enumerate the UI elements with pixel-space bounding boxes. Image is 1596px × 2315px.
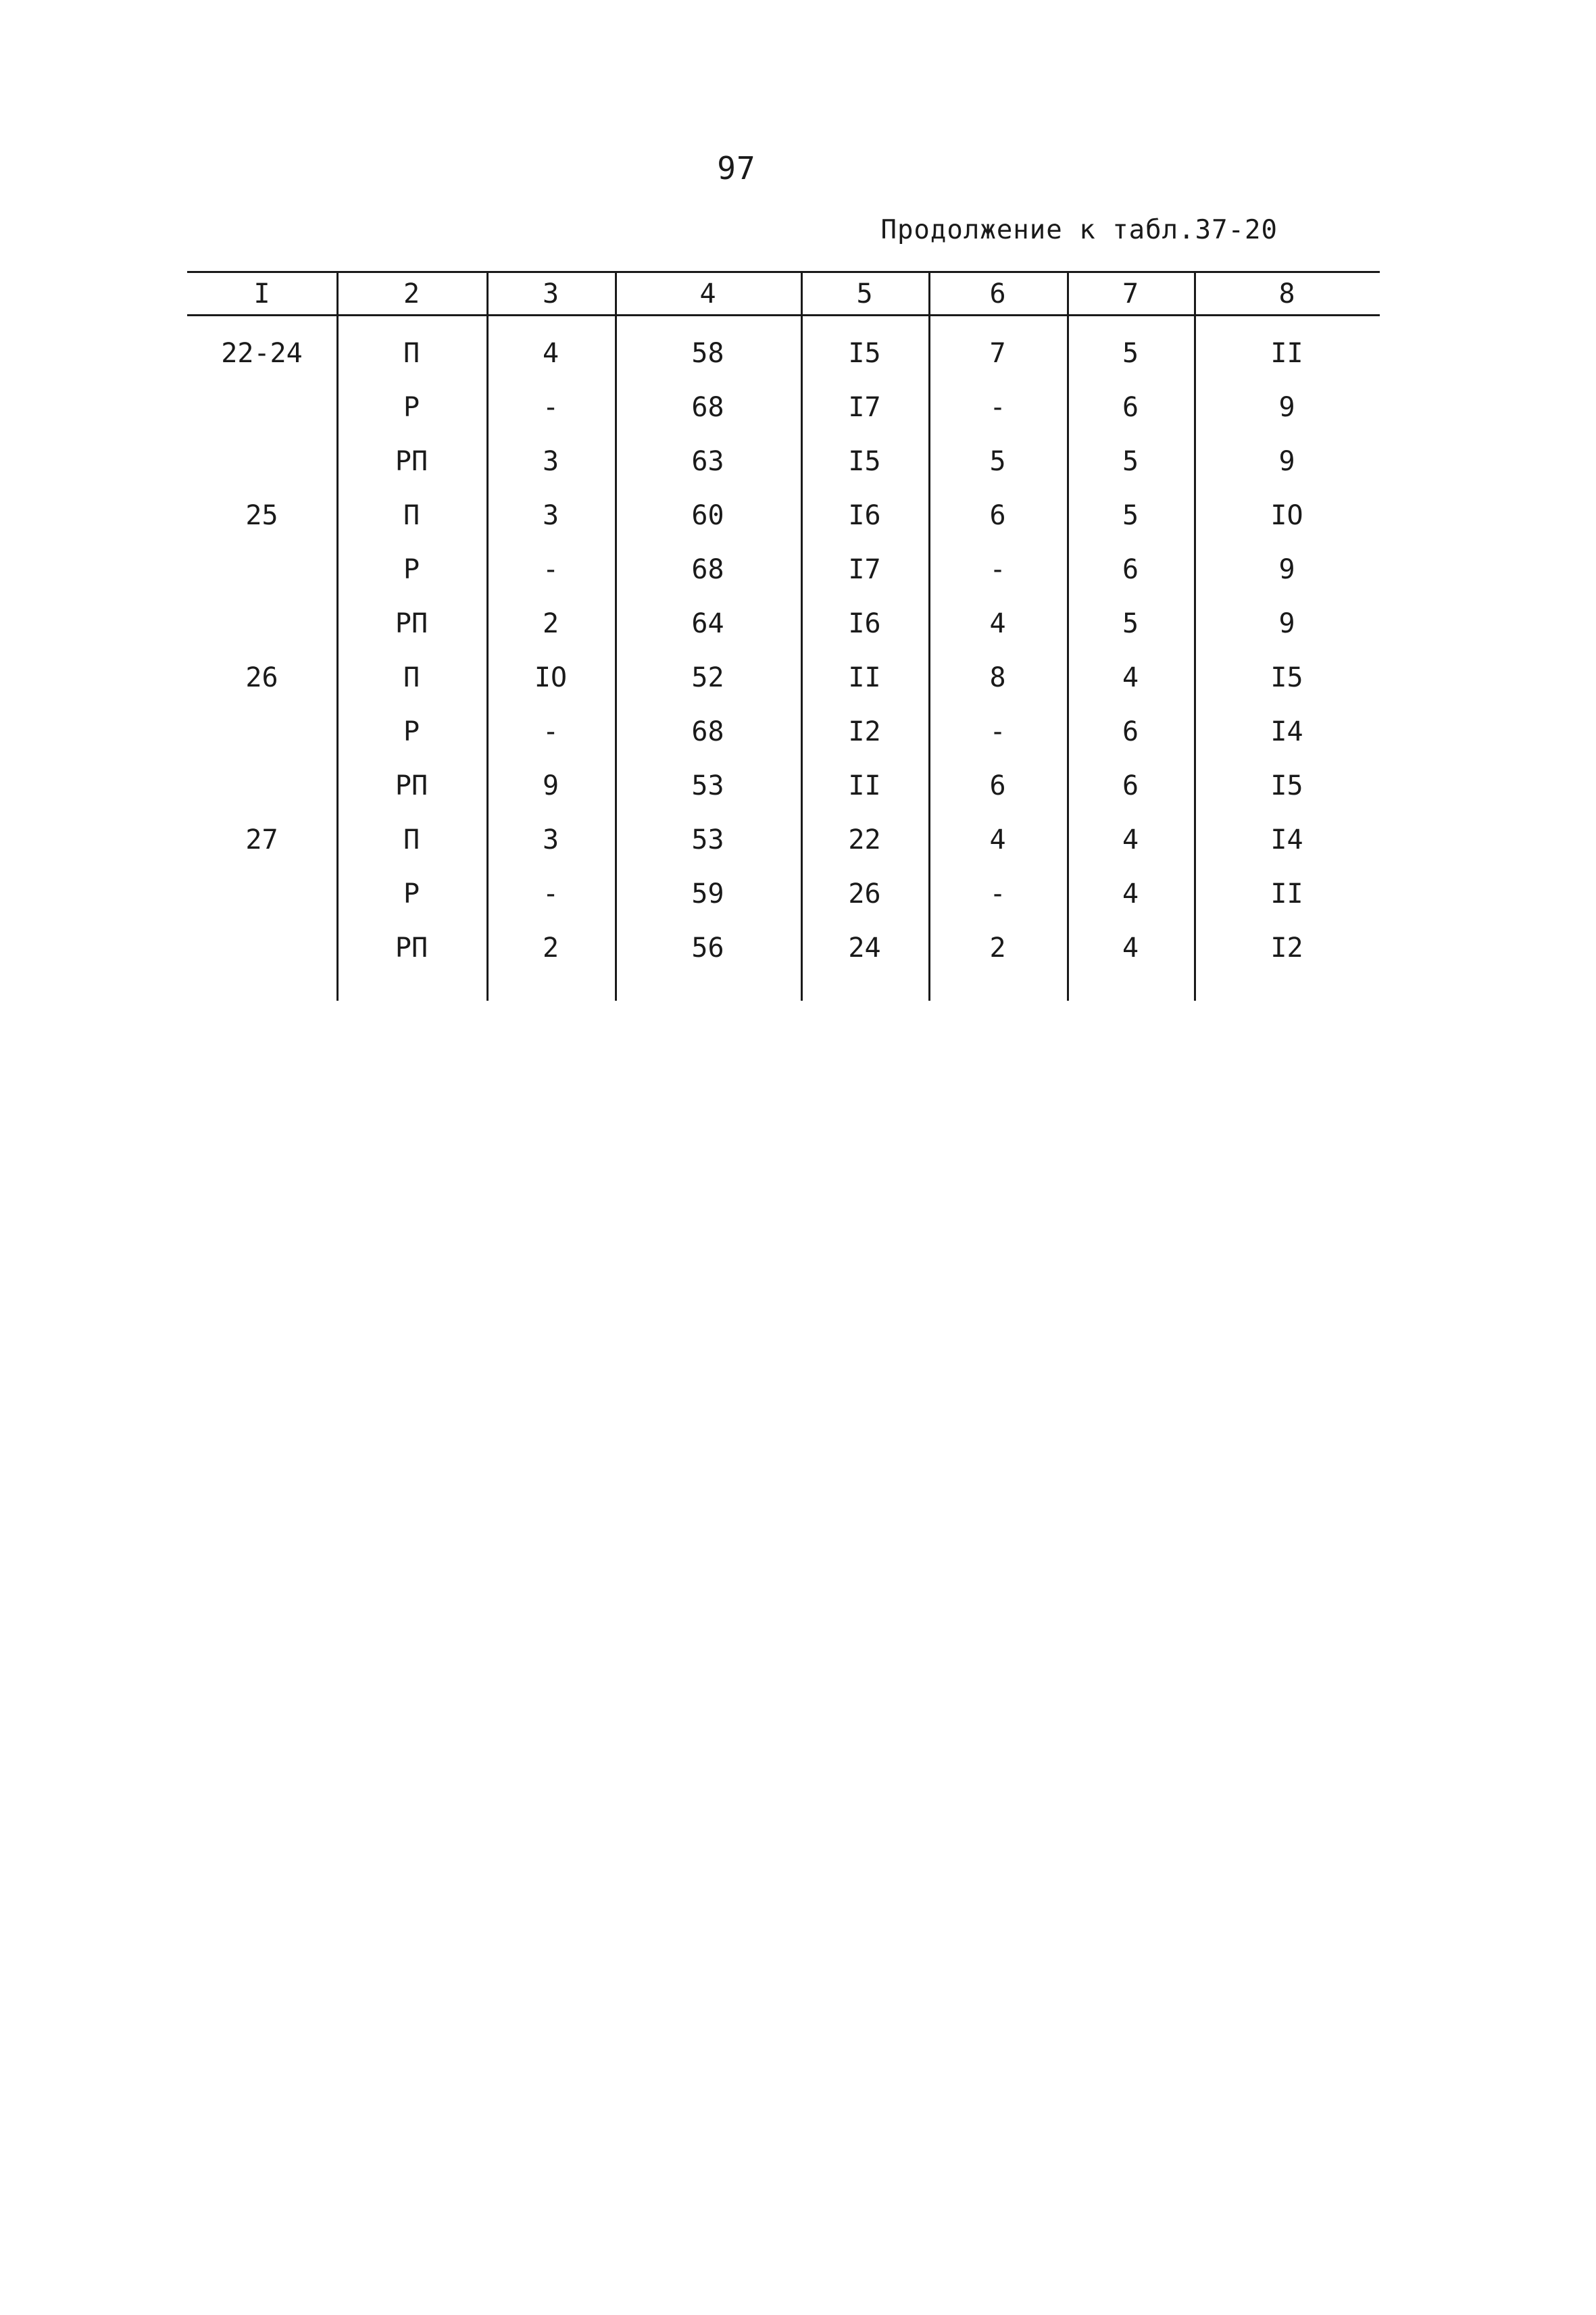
- table-cell: 4: [1122, 824, 1139, 855]
- table-cell: 5: [989, 446, 1006, 477]
- table-cell: I5: [848, 446, 881, 477]
- table-cell: I6: [848, 500, 881, 531]
- table-cell: Р: [403, 554, 420, 585]
- table-cell: I4: [1270, 824, 1303, 855]
- table-cell: П: [403, 338, 420, 369]
- table-cell: II: [848, 770, 881, 801]
- table-cell: I5: [1270, 662, 1303, 693]
- table-cell: 9: [542, 770, 559, 801]
- column-header: 5: [856, 278, 873, 309]
- table-cell: -: [542, 716, 559, 747]
- table-cell: 53: [691, 770, 724, 801]
- table-cell: РП: [395, 932, 428, 964]
- header-bottom-rule: [187, 314, 1380, 316]
- table-cell: 6: [989, 500, 1006, 531]
- table-cell: 2: [542, 932, 559, 964]
- table-cell: I4: [1270, 716, 1303, 747]
- table-cell: 2: [989, 932, 1006, 964]
- table-cell: I2: [848, 716, 881, 747]
- table-cell: 4: [542, 338, 559, 369]
- table-cell: [187, 766, 336, 806]
- table-cell: 63: [691, 446, 724, 477]
- table-cell: 52: [691, 662, 724, 693]
- table-cell: II: [1270, 878, 1303, 910]
- table-cell: -: [542, 392, 559, 423]
- table-cell: 6: [1122, 392, 1139, 423]
- table-cell: -: [542, 878, 559, 910]
- table-cell: [187, 603, 336, 644]
- table-cell: РП: [395, 770, 428, 801]
- table-cell: 22-24: [221, 338, 303, 369]
- table-cell: 59: [691, 878, 724, 910]
- table-cell: I5: [1270, 770, 1303, 801]
- table-continuation-caption: Продолжение к табл.37-20: [880, 215, 1278, 245]
- table-cell: Р: [403, 392, 420, 423]
- table-cell: 7: [989, 338, 1006, 369]
- table-cell: IO: [1270, 500, 1303, 531]
- column-header: 3: [542, 278, 559, 309]
- table-cell: 24: [848, 932, 881, 964]
- data-table: [187, 271, 1380, 1014]
- table-cell: -: [989, 716, 1006, 747]
- table-cell: IO: [534, 662, 568, 693]
- table-cell: I7: [848, 554, 881, 585]
- table-cell: 6: [1122, 554, 1139, 585]
- table-cell: 4: [1122, 662, 1139, 693]
- table-cell: 6: [1122, 770, 1139, 801]
- table-cell: 68: [691, 716, 724, 747]
- table-cell: 68: [691, 554, 724, 585]
- column-header: I: [253, 278, 270, 309]
- table-cell: П: [403, 662, 420, 693]
- table-cell: [187, 549, 336, 590]
- table-cell: I5: [848, 338, 881, 369]
- table-cell: 64: [691, 608, 724, 639]
- table-cell: П: [403, 824, 420, 855]
- table-cell: 9: [1278, 446, 1295, 477]
- table-cell: Р: [403, 716, 420, 747]
- table-cell: 5: [1122, 338, 1139, 369]
- table-cell: 2: [542, 608, 559, 639]
- table-cell: I7: [848, 392, 881, 423]
- table-cell: [187, 928, 336, 968]
- table-cell: 9: [1278, 392, 1295, 423]
- table-cell: I2: [1270, 932, 1303, 964]
- table-cell: [187, 441, 336, 482]
- table-cell: 26: [848, 878, 881, 910]
- column-header: 6: [989, 278, 1006, 309]
- page-number: 97: [717, 150, 756, 186]
- table-cell: 27: [245, 824, 278, 855]
- table-cell: 60: [691, 500, 724, 531]
- table-cell: 5: [1122, 446, 1139, 477]
- table-cell: 3: [542, 446, 559, 477]
- table-cell: 9: [1278, 554, 1295, 585]
- table-top-rule: [187, 271, 1380, 273]
- table-cell: -: [989, 392, 1006, 423]
- table-cell: -: [542, 554, 559, 585]
- table-cell: 8: [989, 662, 1006, 693]
- table-cell: 58: [691, 338, 724, 369]
- table-cell: [187, 387, 336, 428]
- table-cell: П: [403, 500, 420, 531]
- column-header: 7: [1122, 278, 1139, 309]
- table-cell: 4: [989, 824, 1006, 855]
- table-cell: 6: [989, 770, 1006, 801]
- table-cell: Р: [403, 878, 420, 910]
- table-cell: 6: [1122, 716, 1139, 747]
- table-cell: [187, 712, 336, 752]
- column-header: 2: [403, 278, 420, 309]
- column-header: 8: [1278, 278, 1295, 309]
- table-cell: II: [848, 662, 881, 693]
- table-cell: -: [989, 554, 1006, 585]
- table-cell: 4: [1122, 932, 1139, 964]
- table-cell: 26: [245, 662, 278, 693]
- table-cell: 22: [848, 824, 881, 855]
- table-cell: 68: [691, 392, 724, 423]
- table-cell: 3: [542, 500, 559, 531]
- table-cell: 5: [1122, 500, 1139, 531]
- table-cell: II: [1270, 338, 1303, 369]
- table-cell: 25: [245, 500, 278, 531]
- table-cell: 56: [691, 932, 724, 964]
- table-cell: 3: [542, 824, 559, 855]
- table-cell: 5: [1122, 608, 1139, 639]
- table-cell: 4: [1122, 878, 1139, 910]
- table-cell: РП: [395, 608, 428, 639]
- table-cell: -: [989, 878, 1006, 910]
- table-cell: I6: [848, 608, 881, 639]
- table-cell: РП: [395, 446, 428, 477]
- table-cell: 53: [691, 824, 724, 855]
- column-header: 4: [699, 278, 716, 309]
- table-cell: 9: [1278, 608, 1295, 639]
- table-cell: 4: [989, 608, 1006, 639]
- table-cell: [187, 874, 336, 914]
